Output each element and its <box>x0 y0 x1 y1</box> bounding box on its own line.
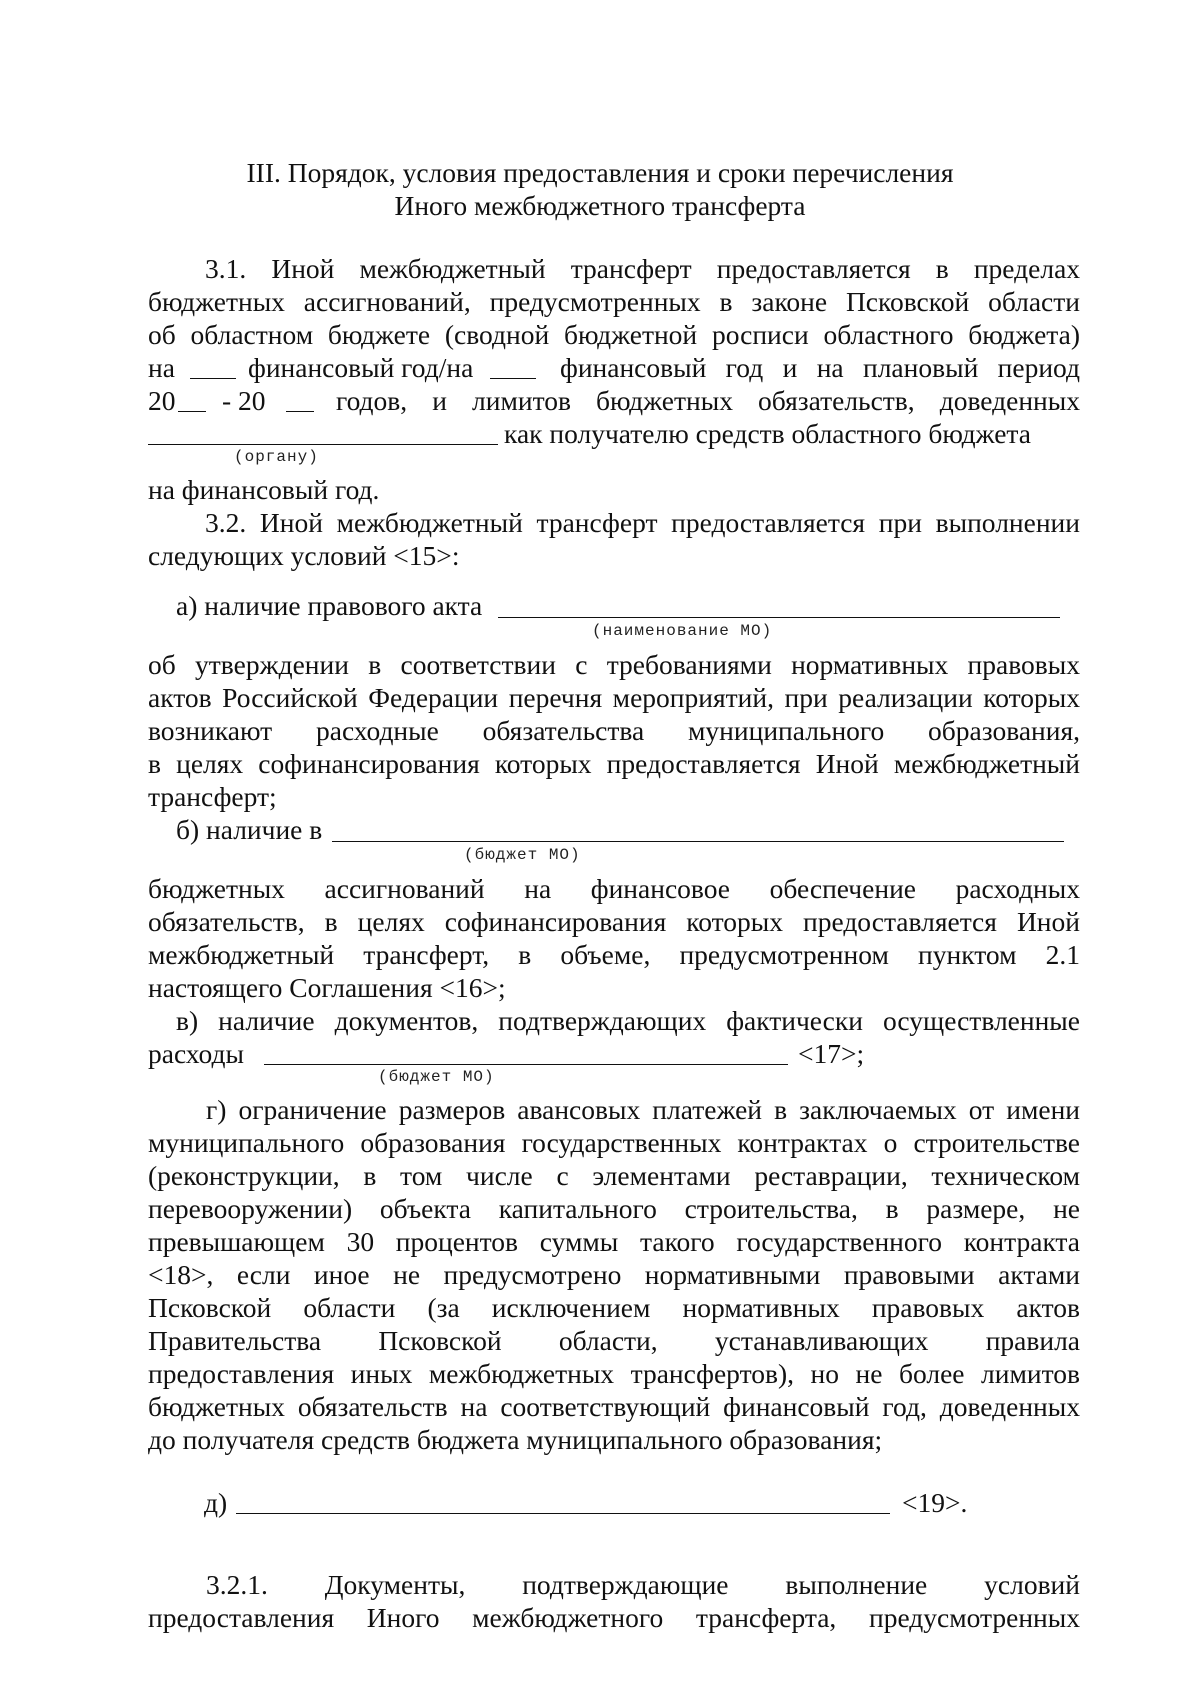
pa-line-5: в целях софинансирования которых предоставляется Иной межбюджетный <box>148 748 1080 779</box>
section-heading-line-1: III. Порядок, условия предоставления и сроки перечисления <box>246 157 954 188</box>
pd-line-1b: <19>. <box>902 1487 968 1518</box>
p31-word: предоставляется <box>716 253 911 284</box>
p31-line-3: об областном бюджете (сводной бюджетной росписи областного бюджета) <box>148 319 1080 350</box>
pg-line-6: <18>, если иное не предусмотрено нормативными правовыми актами <box>148 1259 1080 1290</box>
blank-other-condition <box>236 1513 890 1514</box>
p31-line-4a: на <box>148 352 175 383</box>
p32-line-1: 3.2. Иной межбюджетный трансферт предоставляется при выполнении <box>205 507 1080 538</box>
pa-line-1: а) наличие правового акта <box>176 590 483 621</box>
blank-year-1 <box>190 378 236 379</box>
pb-line-5: настоящего Соглашения <16>; <box>148 972 506 1003</box>
pa-line-6: трансферт; <box>148 781 277 812</box>
p31-word: пределах <box>973 253 1081 284</box>
p31-word: Иной <box>271 253 335 284</box>
p31-line-6: как получателю средств областного бюджета <box>504 418 1031 449</box>
p31-line-5b: - 20 <box>222 385 266 416</box>
p31-line-7: на финансовый год. <box>148 474 380 505</box>
pg-line-2: муниципального образования государственных контрактах о строительстве <box>148 1127 1080 1158</box>
pg-line-8: Правительства Псковской области, устанавливающих правила <box>148 1325 1080 1356</box>
p31-word: 3.1. <box>205 253 247 284</box>
p31-line-1 <box>205 253 1080 285</box>
blank-period-end <box>286 411 314 412</box>
pa-line-3: актов Российской Федерации перечня мероприятий, при реализации которых <box>148 682 1080 713</box>
pg-line-1: г) ограничение размеров авансовых платежей в заключаемых от имени <box>206 1094 1080 1125</box>
pv-line-2a: расходы <box>148 1038 244 1069</box>
pg-line-10: бюджетных обязательств на соответствующий финансовый год, доведенных <box>148 1391 1080 1422</box>
caption-mo-budget: (бюджет МО) <box>464 846 581 864</box>
caption-mo-budget-2: (бюджет МО) <box>378 1068 495 1086</box>
pb-line-1: б) наличие в <box>176 814 323 845</box>
p321-line-2: предоставления Иного межбюджетного трансферта, предусмотренных <box>148 1602 1080 1633</box>
blank-year-2 <box>490 378 536 379</box>
blank-expenses <box>264 1064 788 1065</box>
p321-line-1: 3.2.1. Документы, подтверждающие выполнение условий <box>206 1569 1080 1600</box>
p31-word: межбюджетный <box>359 253 546 284</box>
section-heading-line-2: Иного межбюджетного трансферта <box>394 190 806 221</box>
pg-line-7: Псковской области (за исключением нормативных правовых актов <box>148 1292 1080 1323</box>
pg-line-4: перевооружении) объекта капитального строительства, в размере, не <box>148 1193 1080 1224</box>
p31-line-2: бюджетных ассигнований, предусмотренных в законе Псковской области <box>148 286 1080 317</box>
caption-organ: (органу) <box>234 448 319 466</box>
blank-legal-act <box>498 617 1060 618</box>
blank-organ <box>148 444 498 445</box>
pg-line-11: до получателя средств бюджета муниципального образования; <box>148 1424 883 1455</box>
pg-line-3: (реконструкции, в том числе с элементами реставрации, техническом <box>148 1160 1080 1191</box>
pb-line-2: бюджетных ассигнований на финансовое обеспечение расходных <box>148 873 1080 904</box>
pb-line-3: обязательств, в целях софинансирования которых предоставляется Иной <box>148 906 1080 937</box>
pv-line-1: в) наличие документов, подтверждающих фактически осуществленные <box>176 1005 1080 1036</box>
p31-line-4c: финансовый год и на плановый период <box>560 352 1080 383</box>
p31-line-5c: годов, и лимитов бюджетных обязательств, доведенных <box>336 385 1080 416</box>
blank-period-start <box>178 411 206 412</box>
blank-mo-budget <box>332 841 1064 842</box>
caption-mo-name: (наименование МО) <box>592 622 773 640</box>
pd-line-1a: д) <box>204 1487 228 1518</box>
p32-line-2: следующих условий <15>: <box>148 540 460 571</box>
pv-line-2b: <17>; <box>798 1038 865 1069</box>
p31-line-5a: 20 <box>148 385 176 416</box>
pg-line-9: предоставления иных межбюджетных трансфертов), но не более лимитов <box>148 1358 1080 1389</box>
pa-line-4: возникают расходные обязательства муниципального образования, <box>148 715 1080 746</box>
p31-word: в <box>935 253 949 284</box>
pb-line-4: межбюджетный трансферт, в объеме, предусмотренном пунктом 2.1 <box>148 939 1080 970</box>
pg-line-5: превышающем 30 процентов суммы такого государственного контракта <box>148 1226 1080 1257</box>
p31-line-4b: финансовый год/на <box>248 352 474 383</box>
pa-line-2: об утверждении в соответствии с требованиями нормативных правовых <box>148 649 1080 680</box>
p31-word: трансферт <box>570 253 692 284</box>
